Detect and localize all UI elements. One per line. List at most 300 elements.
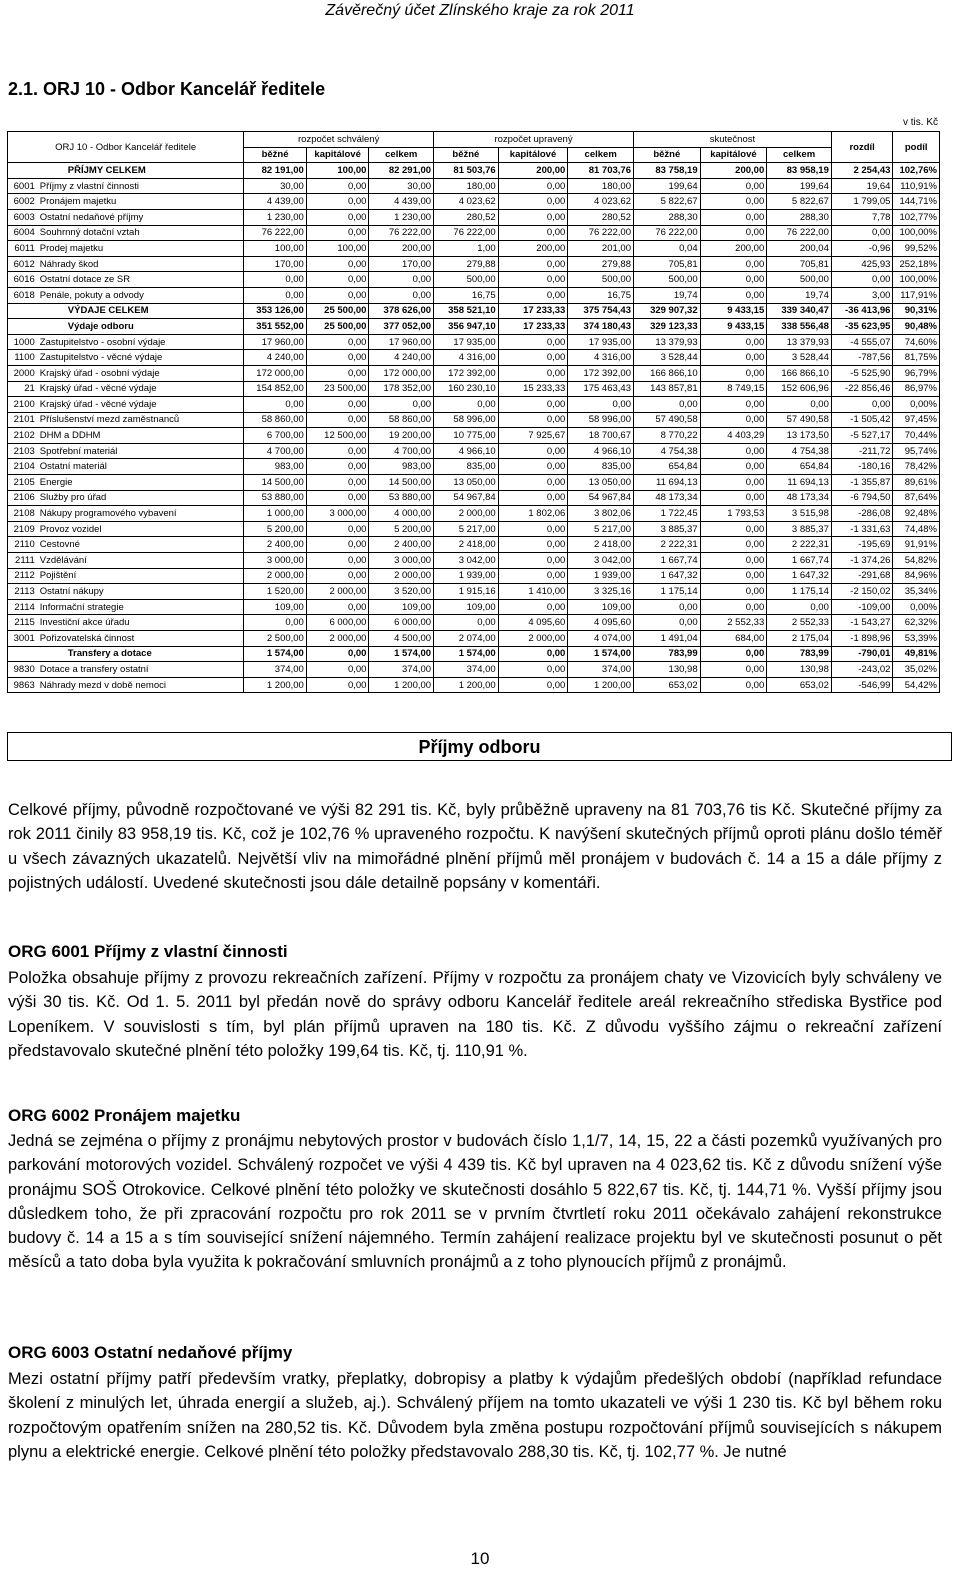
row-value: 2 552,33 [700, 615, 767, 631]
row-value: 0,04 [633, 241, 700, 257]
table-row [8, 272, 940, 288]
table-row [8, 412, 940, 428]
row-value: 19 200,00 [369, 428, 434, 444]
row-value: 82 191,00 [244, 163, 307, 179]
row-value: 0,00 [767, 397, 832, 413]
row-value: 5 822,67 [767, 194, 832, 210]
row-value: 62,32% [893, 615, 940, 631]
row-value: 166 866,10 [633, 365, 700, 381]
row-value: 17 960,00 [244, 334, 307, 350]
sub-header: běžné [244, 147, 307, 163]
row-value: 0,00 [244, 615, 307, 631]
row-value: 175 463,43 [568, 381, 634, 397]
row-value: 0,00 [306, 350, 369, 366]
row-name: Služby pro úřad [38, 490, 244, 506]
row-value: 0,00 [369, 272, 434, 288]
row-value: 17 935,00 [568, 334, 634, 350]
row-value: 0,00 [700, 397, 767, 413]
row-value: 0,00 [700, 584, 767, 600]
row-value: -790,01 [831, 646, 893, 662]
row-code: 1100 [8, 350, 38, 366]
row-value: 0,00 [306, 272, 369, 288]
row-name: DHM a DDHM [38, 428, 244, 444]
row-value: 0,00 [633, 615, 700, 631]
row-name: Náhrady škod [38, 256, 244, 272]
row-value: 83 758,19 [633, 163, 700, 179]
row-value: -22 856,46 [831, 381, 893, 397]
row-value: 100,00 [306, 163, 369, 179]
row-value: -109,00 [831, 599, 893, 615]
row-value: 1 647,32 [767, 568, 832, 584]
row-value: 200,00 [700, 241, 767, 257]
row-value: 0,00 [306, 553, 369, 569]
section-title: 2.1. ORJ 10 - Odbor Kancelář ředitele [8, 79, 326, 99]
row-value: 0,00 [700, 662, 767, 678]
row-value: 1 667,74 [633, 553, 700, 569]
row-value: 339 340,47 [767, 303, 832, 319]
row-value: 0,00 [700, 334, 767, 350]
row-value: 110,91% [893, 178, 940, 194]
row-value: 374,00 [434, 662, 499, 678]
row-value: 1 175,14 [633, 584, 700, 600]
row-value: 4 095,60 [498, 615, 568, 631]
row-value: 1 410,00 [498, 584, 568, 600]
row-value: -291,68 [831, 568, 893, 584]
row-value: 53 880,00 [369, 490, 434, 506]
row-name: Penále, pokuty a odvody [38, 287, 244, 303]
row-value: 130,98 [767, 662, 832, 678]
row-value: 2 000,00 [306, 631, 369, 647]
table-row [8, 225, 940, 241]
row-value: 9 433,15 [700, 319, 767, 335]
row-value: 5 822,67 [633, 194, 700, 210]
row-name: Krajský úřad - osobní výdaje [38, 365, 244, 381]
row-value: 8 749,15 [700, 381, 767, 397]
table-row [8, 209, 940, 225]
row-code: 2104 [8, 459, 38, 475]
row-value: 783,99 [767, 646, 832, 662]
row-value: 500,00 [568, 272, 634, 288]
row-value: 200,00 [700, 163, 767, 179]
row-value: 0,00 [700, 459, 767, 475]
row-value: 0,00 [306, 256, 369, 272]
row-value: 100,00% [893, 272, 940, 288]
row-value: 96,79% [893, 365, 940, 381]
row-value: 160 230,10 [434, 381, 499, 397]
heading-org-6002: ORG 6002 Pronájem majetku [8, 1106, 241, 1125]
row-code: 2108 [8, 506, 38, 522]
row-value: -2 150,02 [831, 584, 893, 600]
row-value: 3 000,00 [306, 506, 369, 522]
row-value: 0,00 [700, 287, 767, 303]
row-value: 2 418,00 [568, 537, 634, 553]
row-value: -211,72 [831, 443, 893, 459]
row-value: 13 050,00 [434, 475, 499, 491]
row-value: 0,00 [306, 537, 369, 553]
row-value: 2 222,31 [767, 537, 832, 553]
row-value: 200,00 [498, 163, 568, 179]
row-value: 783,99 [633, 646, 700, 662]
row-value: -4 555,07 [831, 334, 893, 350]
row-value: 109,00 [568, 599, 634, 615]
row-value: 1 799,05 [831, 194, 893, 210]
row-value: 0,00 [498, 553, 568, 569]
row-value: 1 200,00 [568, 677, 634, 693]
row-value: 154 852,00 [244, 381, 307, 397]
row-value: 143 857,81 [633, 381, 700, 397]
row-value: 200,00 [498, 241, 568, 257]
row-name: Ostatní dotace ze SR [38, 272, 244, 288]
row-value: -0,96 [831, 241, 893, 257]
row-value: 0,00 [700, 256, 767, 272]
row-value: 0,00 [306, 521, 369, 537]
row-code: 2000 [8, 365, 38, 381]
row-value: 70,44% [893, 428, 940, 444]
row-code: 6011 [8, 241, 38, 257]
row-value: 54 967,84 [568, 490, 634, 506]
row-code: 2101 [8, 412, 38, 428]
row-name: Spotřební materiál [38, 443, 244, 459]
row-value: 0,00 [306, 490, 369, 506]
row-value: 76 222,00 [369, 225, 434, 241]
row-value: 0,00 [498, 334, 568, 350]
row-value: 76 222,00 [568, 225, 634, 241]
row-value: 92,48% [893, 506, 940, 522]
row-value: 78,42% [893, 459, 940, 475]
table-row [8, 662, 940, 678]
row-value: 1 793,53 [700, 506, 767, 522]
row-value: 172 392,00 [434, 365, 499, 381]
row-value: 8 770,22 [633, 428, 700, 444]
row-name: Transfery a dotace [38, 646, 244, 662]
row-value: 74,60% [893, 334, 940, 350]
row-value: -36 413,96 [831, 303, 893, 319]
row-name: Pořizovatelská činnost [38, 631, 244, 647]
row-name: Náhrady mezd v době nemoci [38, 677, 244, 693]
row-value: 54,42% [893, 677, 940, 693]
row-value: 1 230,00 [369, 209, 434, 225]
row-value: 0,00 [498, 412, 568, 428]
row-name: Cestovné [38, 537, 244, 553]
row-value: 35,02% [893, 662, 940, 678]
row-value: 0,00 [498, 662, 568, 678]
row-value: 16,75 [568, 287, 634, 303]
row-value: 7 925,67 [498, 428, 568, 444]
row-value: -5 527,17 [831, 428, 893, 444]
table-row [8, 163, 940, 179]
row-value: 983,00 [244, 459, 307, 475]
table-row [8, 443, 940, 459]
table-row [8, 677, 940, 693]
row-value: 4 316,00 [568, 350, 634, 366]
row-name: Provoz vozidel [38, 521, 244, 537]
row-value: 4 700,00 [244, 443, 307, 459]
row-value: 0,00 [306, 178, 369, 194]
row-value: 58 996,00 [568, 412, 634, 428]
income-box-title: Příjmy odboru [7, 732, 952, 761]
row-name: Krajský úřad - věcné výdaje [38, 397, 244, 413]
row-code: 9830 [8, 662, 38, 678]
row-value: 12 500,00 [306, 428, 369, 444]
row-value: 4 240,00 [244, 350, 307, 366]
row-value: 13 173,50 [767, 428, 832, 444]
row-value: 0,00 [498, 194, 568, 210]
row-value: 7,78 [831, 209, 893, 225]
row-value: 81,75% [893, 350, 940, 366]
row-value: 3 325,16 [568, 584, 634, 600]
row-name: Ostatní nedaňové příjmy [38, 209, 244, 225]
row-value: 3 000,00 [244, 553, 307, 569]
row-value: 0,00 [498, 599, 568, 615]
row-value: 23 500,00 [306, 381, 369, 397]
row-code: 2113 [8, 584, 38, 600]
row-code: 2103 [8, 443, 38, 459]
row-value: 48 173,34 [633, 490, 700, 506]
table-row [8, 506, 940, 522]
row-value: 0,00 [306, 646, 369, 662]
row-value: 4 439,00 [369, 194, 434, 210]
row-value: 199,64 [767, 178, 832, 194]
row-value: 2 254,43 [831, 163, 893, 179]
row-value: 0,00 [498, 490, 568, 506]
row-value: 0,00 [498, 521, 568, 537]
row-name: Prodej majetku [38, 241, 244, 257]
row-value: 0,00 [700, 537, 767, 553]
sub-header: běžné [434, 147, 499, 163]
row-name: Krajský úřad - věcné výdaje [38, 381, 244, 397]
row-value: 0,00 [306, 194, 369, 210]
row-value: 0,00 [434, 615, 499, 631]
row-value: 109,00 [434, 599, 499, 615]
row-value: 0,00 [498, 365, 568, 381]
row-value: 1 574,00 [244, 646, 307, 662]
row-value: 17 935,00 [434, 334, 499, 350]
row-value: 13 379,93 [767, 334, 832, 350]
row-value: 100,00 [244, 241, 307, 257]
row-value: 0,00 [700, 350, 767, 366]
row-value: 1 802,06 [498, 506, 568, 522]
row-value: 4 240,00 [369, 350, 434, 366]
row-value: 835,00 [568, 459, 634, 475]
row-code [8, 163, 38, 179]
row-value: 2 000,00 [434, 506, 499, 522]
row-value: 3 515,98 [767, 506, 832, 522]
row-value: -1 543,27 [831, 615, 893, 631]
row-value: 82 291,00 [369, 163, 434, 179]
row-value: 5 200,00 [244, 521, 307, 537]
row-value: 76 222,00 [434, 225, 499, 241]
row-value: 4 500,00 [369, 631, 434, 647]
row-value: 3 042,00 [568, 553, 634, 569]
row-value: 252,18% [893, 256, 940, 272]
row-value: 3 885,37 [633, 521, 700, 537]
paragraph-org-6001: Položka obsahuje příjmy z provozu rekreačních zařízení. Příjmy v rozpočtu za pronájem chaty ve Vizovicích byly schváleny ve výši 30 tis. Kč. Od 1. 5. 2011 byl předán nově do správy odboru Kancelář ředitele areál rekreačního střediska Bystřice pod Lopeníkem. V souvislosti s tím, byl plán příjmů upraven na 180 tis. Kč. Z důvodu vyššího zájmu o rekreační zařízení představovalo skutečné plnění této položky 199,64 tis. Kč, tj. 110,91 %. [8, 969, 942, 1060]
row-value: 83 958,19 [767, 163, 832, 179]
row-name: Zastupitelstvo - věcné výdaje [38, 350, 244, 366]
row-value: -1 355,87 [831, 475, 893, 491]
row-value: 170,00 [244, 256, 307, 272]
row-value: 1 000,00 [244, 506, 307, 522]
row-value: 0,00 [700, 178, 767, 194]
row-code: 1000 [8, 334, 38, 350]
row-value: 280,52 [568, 209, 634, 225]
row-value: 1 574,00 [434, 646, 499, 662]
row-value: -546,99 [831, 677, 893, 693]
row-value: 1 491,04 [633, 631, 700, 647]
row-code: 2114 [8, 599, 38, 615]
row-value: 19,64 [831, 178, 893, 194]
row-value: 2 552,33 [767, 615, 832, 631]
row-value: 2 222,31 [633, 537, 700, 553]
row-value: 2 000,00 [306, 584, 369, 600]
row-value: 1 200,00 [244, 677, 307, 693]
row-value: 653,02 [633, 677, 700, 693]
row-code: 9863 [8, 677, 38, 693]
table-row [8, 303, 940, 319]
row-value: 0,00 [498, 537, 568, 553]
row-value: 53 880,00 [244, 490, 307, 506]
row-name: Příjmy z vlastní činnosti [38, 178, 244, 194]
heading-org-6001: ORG 6001 Příjmy z vlastní činnosti [8, 942, 288, 961]
table-row [8, 381, 940, 397]
row-value: 15 233,33 [498, 381, 568, 397]
row-value: 374,00 [568, 662, 634, 678]
row-code: 2106 [8, 490, 38, 506]
row-value: 1 200,00 [369, 677, 434, 693]
row-value: 180,00 [568, 178, 634, 194]
row-code: 2109 [8, 521, 38, 537]
row-value: -1 331,63 [831, 521, 893, 537]
row-value: 0,00 [369, 287, 434, 303]
row-value: -1 505,42 [831, 412, 893, 428]
table-row [8, 194, 940, 210]
row-value: 4 000,00 [369, 506, 434, 522]
row-value: 53,39% [893, 631, 940, 647]
row-value: 500,00 [633, 272, 700, 288]
row-value: 835,00 [434, 459, 499, 475]
row-value: 1 200,00 [434, 677, 499, 693]
row-value: 338 556,48 [767, 319, 832, 335]
row-code: 6016 [8, 272, 38, 288]
row-value: 13 379,93 [633, 334, 700, 350]
row-value: 0,00 [306, 287, 369, 303]
row-value: 0,00% [893, 599, 940, 615]
row-code: 2105 [8, 475, 38, 491]
row-value: 377 052,00 [369, 319, 434, 335]
row-code: 2112 [8, 568, 38, 584]
row-value: 49,81% [893, 646, 940, 662]
row-value: 74,48% [893, 521, 940, 537]
row-name: Nákupy programového vybavení [38, 506, 244, 522]
row-value: 3 520,00 [369, 584, 434, 600]
row-value: 0,00 [633, 599, 700, 615]
row-value: 0,00 [498, 568, 568, 584]
row-value: 84,96% [893, 568, 940, 584]
row-value: 4 754,38 [633, 443, 700, 459]
table-row [8, 631, 940, 647]
row-value: 172 000,00 [369, 365, 434, 381]
table-row [8, 256, 940, 272]
row-value: 3,00 [831, 287, 893, 303]
row-value: 86,97% [893, 381, 940, 397]
row-value: 19,74 [633, 287, 700, 303]
row-value: 4 966,10 [568, 443, 634, 459]
row-value: 5 217,00 [568, 521, 634, 537]
row-value: 705,81 [767, 256, 832, 272]
row-value: 16,75 [434, 287, 499, 303]
row-value: -1 374,26 [831, 553, 893, 569]
row-value: 0,00 [633, 397, 700, 413]
row-value: 89,61% [893, 475, 940, 491]
row-value: 81 503,76 [434, 163, 499, 179]
row-value: 0,00 [306, 365, 369, 381]
row-name: Souhrnný dotační vztah [38, 225, 244, 241]
row-value: 25 500,00 [306, 303, 369, 319]
row-name: Zastupitelstvo - osobní výdaje [38, 334, 244, 350]
table-row [8, 350, 940, 366]
sub-header: celkem [767, 147, 832, 163]
row-value: 3 885,37 [767, 521, 832, 537]
row-value: 87,64% [893, 490, 940, 506]
row-value: 0,00 [700, 365, 767, 381]
row-value: 374,00 [369, 662, 434, 678]
row-value: 6 700,00 [244, 428, 307, 444]
row-value: 25 500,00 [306, 319, 369, 335]
row-value: 180,00 [434, 178, 499, 194]
row-value: 4 966,10 [434, 443, 499, 459]
row-value: 99,52% [893, 241, 940, 257]
row-value: 1 915,16 [434, 584, 499, 600]
row-value: 6 000,00 [369, 615, 434, 631]
intro-paragraph: Celkové příjmy, původně rozpočtované ve výši 82 291 tis. Kč, byly průběžně upraveny na 81 703,76 tis Kč. Skutečné příjmy za rok 2011 činily 83 958,19 tis. Kč, což je 102,76 % upraveného rozpočtu. K navýšení skutečných příjmů oproti plánu došlo téměř u všech závazných ukazatelů. Největší vliv na mimořádné plnění příjmů měl pronájem v budovách č. 14 a 15 a dále příjmy z pojistných událostí. Uvedené skutečnosti jsou dále detailně popsány v komentáři. [8, 801, 942, 892]
row-value: 288,30 [767, 209, 832, 225]
row-value: 0,00 [700, 272, 767, 288]
row-value: 0,00 [498, 272, 568, 288]
table-row [8, 475, 940, 491]
row-value: 97,45% [893, 412, 940, 428]
row-value: 109,00 [244, 599, 307, 615]
row-value: 356 947,10 [434, 319, 499, 335]
row-value: 0,00 [767, 599, 832, 615]
table-corner-label: ORJ 10 - Odbor Kancelář ředitele [8, 132, 244, 163]
row-value: 18 700,67 [568, 428, 634, 444]
row-value: 4 023,62 [434, 194, 499, 210]
row-value: 58 860,00 [369, 412, 434, 428]
row-value: 0,00 [306, 475, 369, 491]
row-value: 58 996,00 [434, 412, 499, 428]
row-code [8, 319, 38, 335]
row-value: 0,00 [831, 272, 893, 288]
row-value: 0,00 [434, 397, 499, 413]
row-value: 0,00 [306, 599, 369, 615]
row-value: 30,00 [369, 178, 434, 194]
row-value: 0,00% [893, 397, 940, 413]
row-code: 6002 [8, 194, 38, 210]
row-code [8, 646, 38, 662]
row-code: 6004 [8, 225, 38, 241]
row-name: Výdaje odboru [38, 319, 244, 335]
running-header: Závěrečný účet Zlínského kraje za rok 2011 [325, 2, 635, 19]
row-value: 654,84 [767, 459, 832, 475]
table-row [8, 365, 940, 381]
row-value: 5 200,00 [369, 521, 434, 537]
row-value: 0,00 [700, 209, 767, 225]
row-value: 279,88 [568, 256, 634, 272]
header-podil: podíl [893, 132, 940, 163]
table-row [8, 584, 940, 600]
table-row [8, 553, 940, 569]
row-value: 17 233,33 [498, 303, 568, 319]
